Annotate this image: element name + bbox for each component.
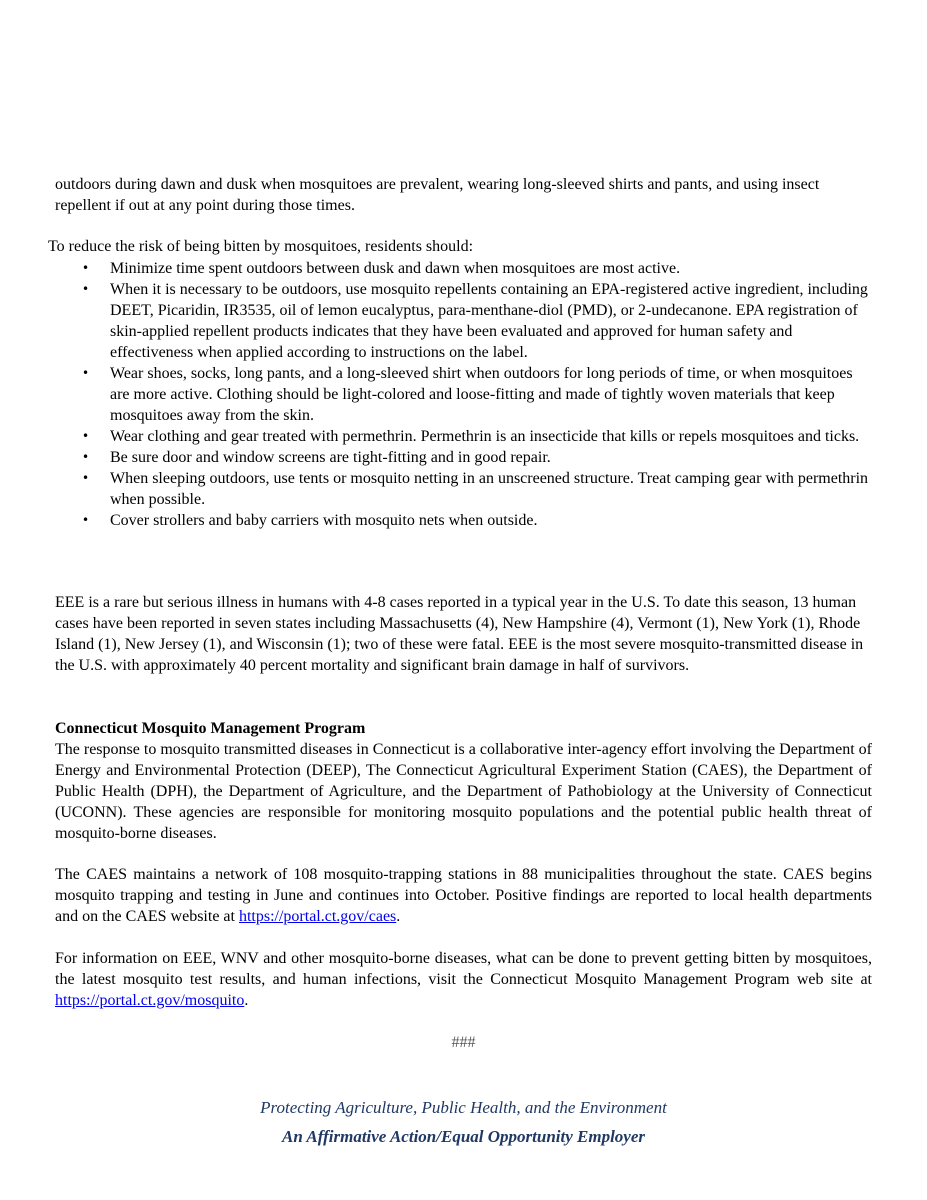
bullet-icon: • — [82, 513, 90, 527]
list-item — [55, 426, 870, 447]
list-item — [55, 363, 870, 426]
bullet-icon: • — [82, 450, 90, 464]
list-item-text: Be sure door and window screens are tight-fitting and in good repair. — [110, 449, 551, 466]
mosquito-program-link[interactable]: https://portal.ct.gov/mosquito — [55, 992, 245, 1009]
list-item — [55, 447, 870, 468]
bullet-icon: • — [82, 282, 90, 296]
list-item-text: Wear clothing and gear treated with permethrin. Permethrin is an insecticide that kills or repels mosquitoes and ticks. — [110, 428, 860, 445]
caes-paragraph-text: The CAES maintains a network of 108 mosquito-trapping stations in 88 municipalities throughout the state. CAES begins mosquito trapping and testing in June and continues into October. Positive findings are reported to local health departments and on the CAES website at — [55, 866, 872, 925]
response-paragraph: The response to mosquito transmitted diseases in Connecticut is a collaborative inter-agency effort involving the Department of Energy and Environmental Protection (DEEP), The Connecticut Agricultural Experiment Station (CAES), the Department of Public Health (DPH), the Department of Agriculture, and the Department of Pathobiology at the University of Connecticut (UCONN). These agencies are responsible for monitoring mosquito populations and the potential public health threat of mosquito-borne diseases. — [55, 741, 872, 842]
list-item — [55, 279, 870, 363]
repellent-intro: To reduce the risk of being bitten by mosquitoes, residents should: — [48, 238, 474, 255]
info-paragraph-text: For information on EEE, WNV and other mosquito-borne diseases, what can be done to prevent getting bitten by mosquitoes, the latest mosquito test results, and human infections, visit the Connecticut Mosquito Management Program web site at — [55, 950, 872, 988]
caes-paragraph-period: . — [396, 908, 401, 925]
prevention-list — [55, 258, 870, 531]
info-paragraph-period: . — [244, 992, 249, 1009]
list-item — [55, 258, 870, 279]
list-item — [55, 468, 870, 510]
list-item — [55, 510, 870, 531]
eee-paragraph: EEE is a rare but serious illness in humans with 4-8 cases reported in a typical year in the U.S. To date this season, 13 human cases have been reported in seven states including Massachusetts (4), New Hampshire (4), Vermont (1), New York (1), Rhode Island (1), New Jersey (1), and Wisconsin (1); two of these were fatal. EEE is the most severe mosquito-transmitted disease in the U.S. with approximately 40 percent mortality and significant brain damage in half of survivors. — [55, 594, 864, 674]
list-item-text: Wear shoes, socks, long pants, and a long-sleeved shirt when outdoors for long periods of time, or when mosquitoes are more active. Clothing should be light-colored and loose-fitting and made of tightly woven materials that keep mosquitoes away from the skin. — [110, 365, 853, 424]
caes-paragraph — [55, 864, 872, 927]
list-item-text: When sleeping outdoors, use tents or mosquito netting in an unscreened structure. Treat camping gear with permethrin when possible. — [110, 470, 869, 508]
list-item-text: Cover strollers and baby carriers with mosquito nets when outside. — [110, 512, 538, 529]
bullet-icon: • — [82, 471, 90, 485]
info-paragraph — [55, 948, 872, 1011]
list-item-text: When it is necessary to be outdoors, use mosquito repellents containing an EPA-registered active ingredient, including DEET, Picaridin, IR3535, oil of lemon eucalyptus, para-menthane-diol (PMD), or 2-undecanone. EPA registration of skin-applied repellent products indicates that they have been evaluated and approved for human safety and effectiveness when applied according to instructions on the label. — [110, 281, 868, 361]
bullet-icon: • — [82, 366, 90, 380]
bullet-icon: • — [82, 429, 90, 443]
continued-paragraph: outdoors during dawn and dusk when mosquitoes are prevalent, wearing long-sleeved shirts and pants, and using insect repellent if out at any point during those times. — [55, 176, 820, 214]
footer-employer-statement: An Affirmative Action/Equal Opportunity Employer — [281, 1127, 646, 1146]
section-heading: Connecticut Mosquito Management Program — [55, 720, 366, 737]
end-mark: ### — [451, 1034, 476, 1051]
list-item-text: Minimize time spent outdoors between dusk and dawn when mosquitoes are most active. — [110, 260, 681, 277]
bullet-icon: • — [82, 261, 90, 275]
caes-website-link[interactable]: https://portal.ct.gov/caes — [238, 908, 397, 925]
footer-tagline: Protecting Agriculture, Public Health, and the Environment — [260, 1098, 667, 1117]
